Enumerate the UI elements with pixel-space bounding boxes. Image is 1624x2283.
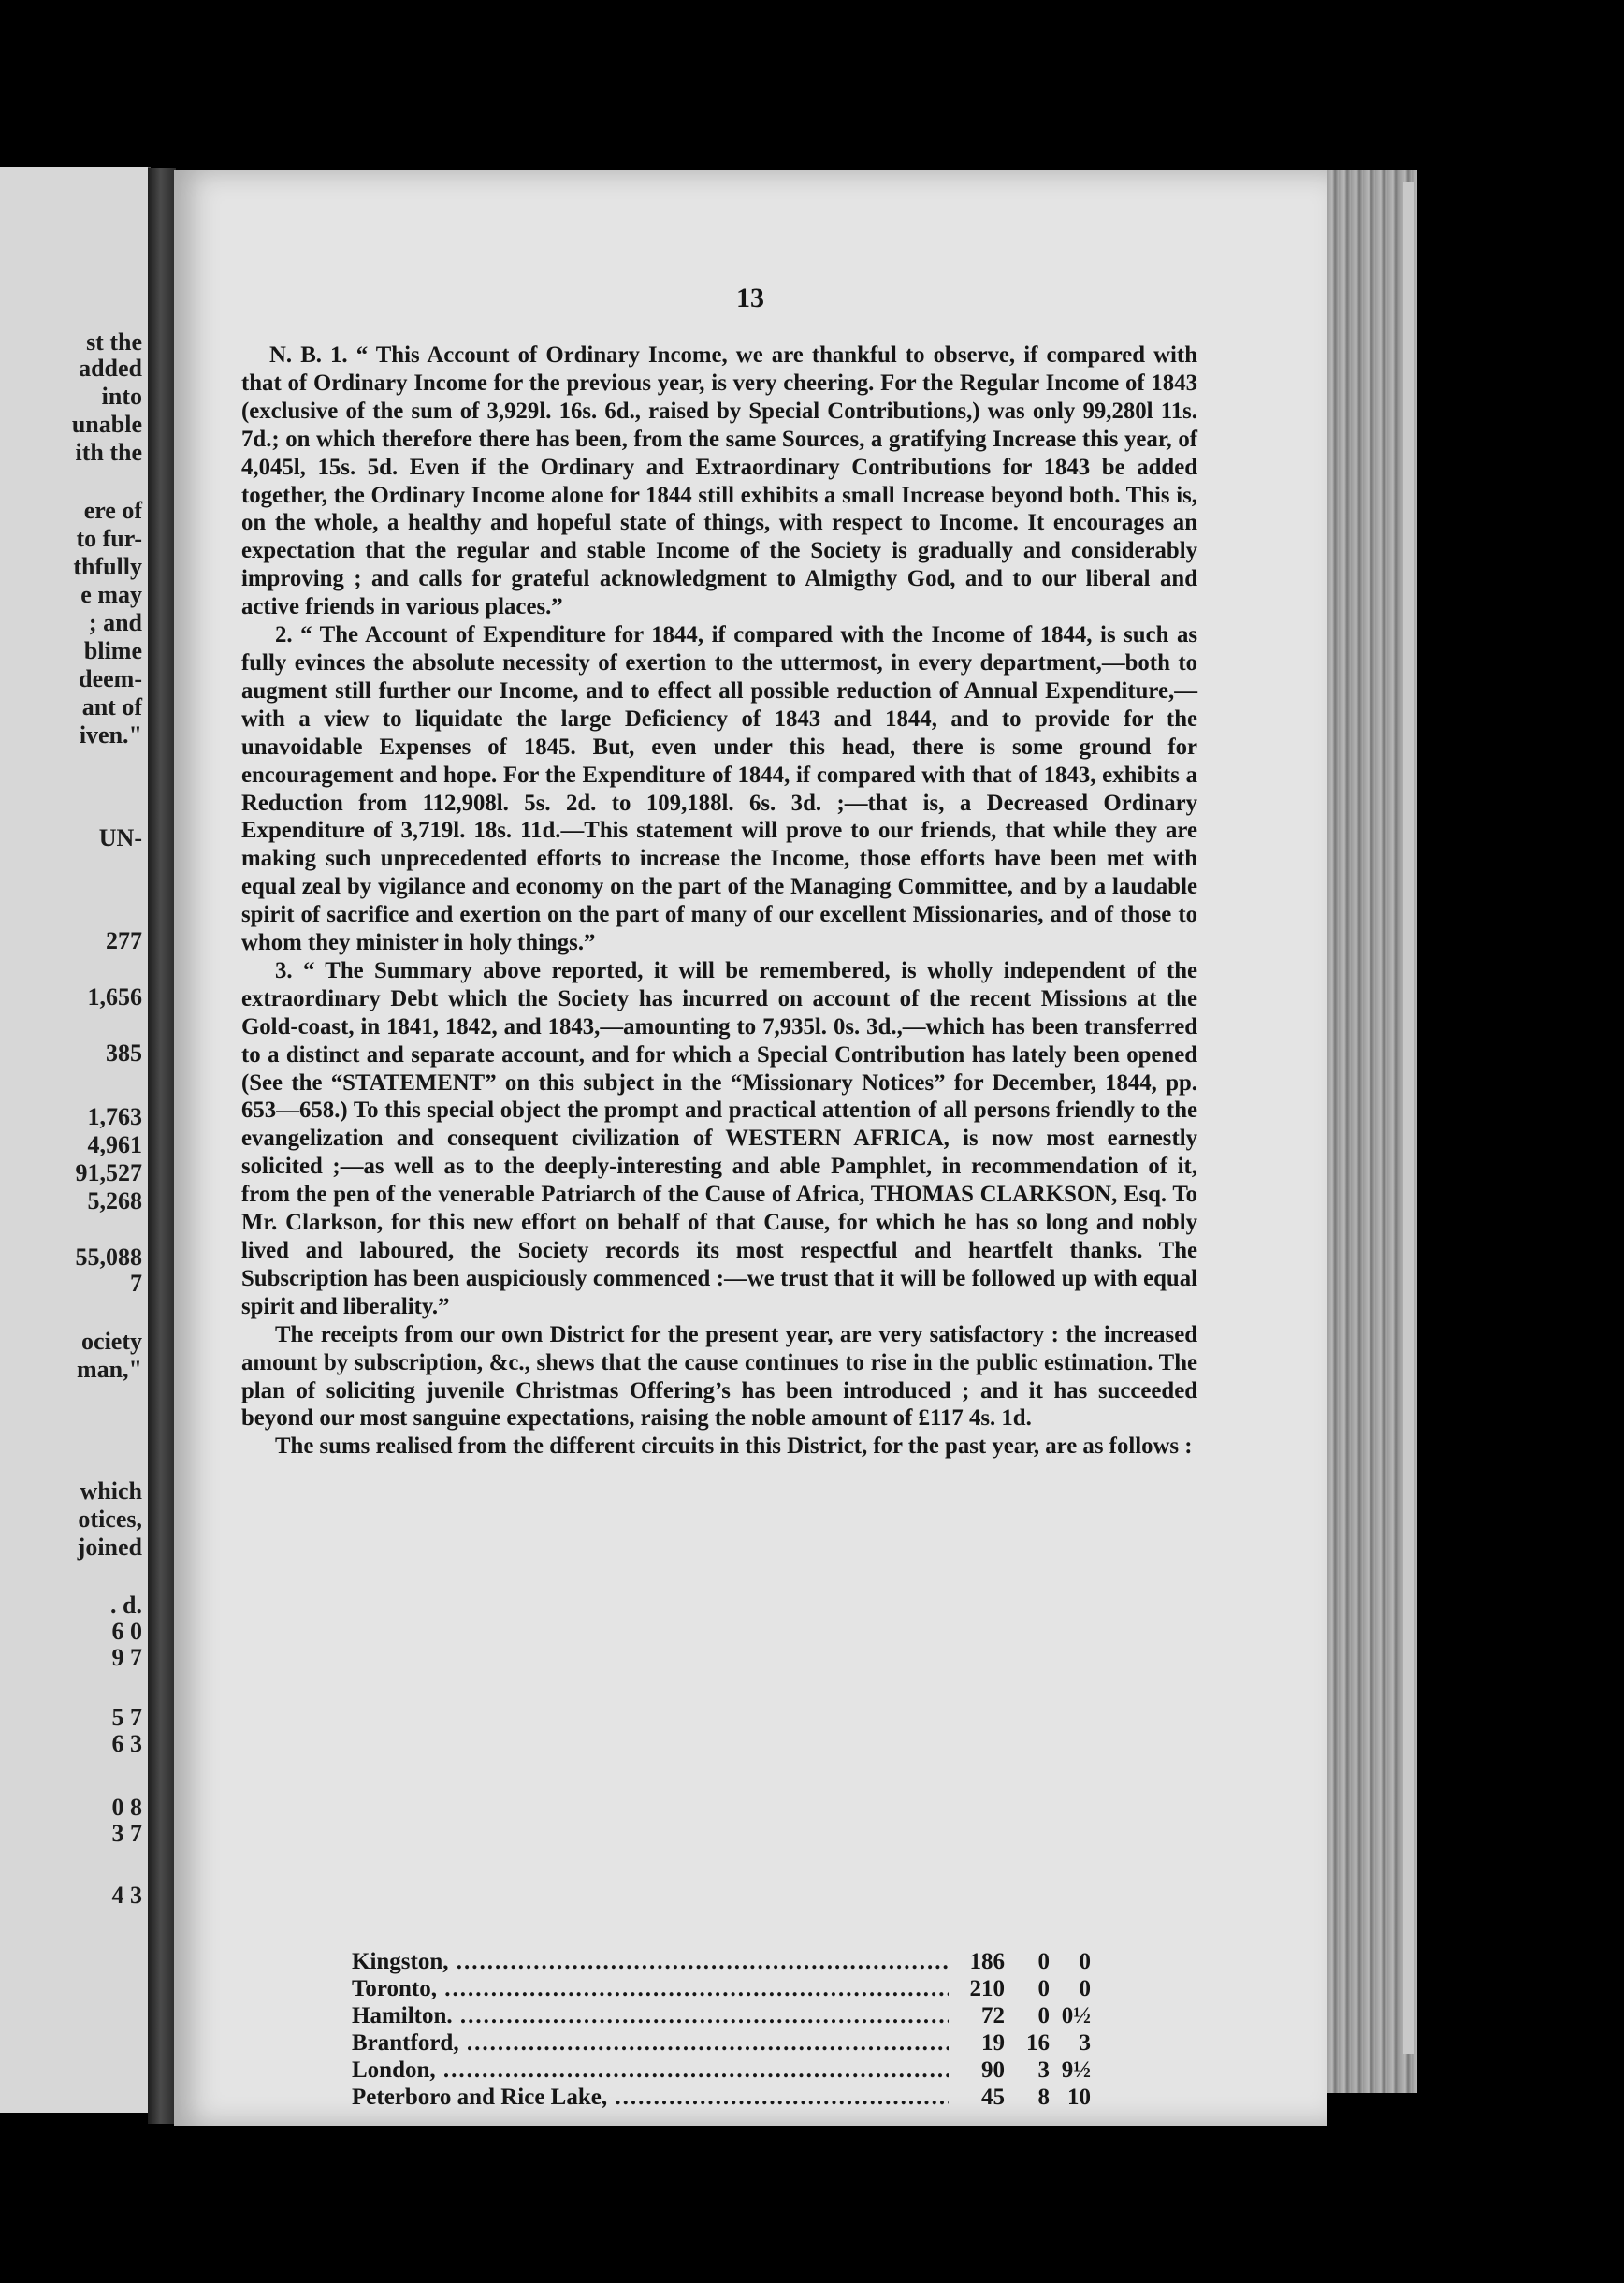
left-page-text-fragment: ith the	[75, 439, 142, 466]
circuit-pence: 0	[1079, 1949, 1091, 1974]
circuit-shillings: 0	[1037, 2003, 1050, 2029]
circuit-pounds: 19	[981, 2030, 1005, 2056]
left-page-text-fragment: iven."	[79, 721, 142, 749]
left-page-text-fragment: blime	[83, 637, 142, 664]
left-page-text-fragment: 277	[106, 927, 142, 954]
paragraph-circuit-sums: The sums realised from the different circuits in this District, for the past year, are as follows :	[275, 1433, 1193, 1460]
left-page-text-fragment: 55,088	[75, 1243, 142, 1271]
left-page-text-fragment: which	[80, 1477, 142, 1505]
circuit-row	[352, 2084, 1091, 2111]
circuit-name: Kingston, .....	[352, 1948, 949, 1975]
left-page-text-fragment: ant of	[81, 693, 142, 720]
left-page-text-fragment: 5,268	[87, 1187, 142, 1214]
book-page	[174, 170, 1327, 2126]
circuit-shillings: 8	[1037, 2085, 1050, 2110]
body-text	[241, 342, 1197, 1461]
left-page-text-fragment: ; and	[88, 609, 142, 636]
left-page-text-fragment: 6 3	[111, 1730, 142, 1757]
circuit-pence: 10	[1067, 2085, 1091, 2110]
left-page-text-fragment: to fur-	[76, 525, 142, 552]
circuit-row	[352, 2002, 1091, 2029]
left-page-fragment	[0, 167, 151, 2113]
circuit-name: Hamilton. .....	[352, 2002, 949, 2029]
circuit-sums-table	[352, 1948, 1091, 2111]
paragraph-district-receipts: The receipts from our own District for the present year, are very satisfactory : the increased amount by subscription, &c., shews that the cause continues to rise in the public estimation. The plan of soliciting juvenile Christmas Offering’s has been introduced ; and it has succeeded beyond our most sanguine expectations, raising the noble amount of £117 4s. 1d.	[241, 1321, 1197, 1432]
left-page-text-fragment: 1,763	[87, 1103, 142, 1130]
left-page-text-fragment: 9 7	[111, 1644, 142, 1671]
book-gutter	[148, 168, 176, 2124]
left-page-text-fragment: 6 0	[111, 1618, 142, 1645]
circuit-shillings: 16	[1026, 2030, 1050, 2056]
left-page-text-fragment: 91,527	[75, 1159, 142, 1186]
left-page-text-fragment: man,"	[76, 1356, 142, 1383]
circuit-row	[352, 2029, 1091, 2057]
circuit-pence: 3	[1079, 2030, 1091, 2056]
left-page-text-fragment: 385	[106, 1040, 142, 1067]
circuit-pence: 9½	[1061, 2058, 1091, 2083]
circuit-row	[352, 1948, 1091, 1975]
circuit-pence: 0	[1079, 1976, 1091, 2001]
left-page-text-fragment: joined	[77, 1534, 142, 1561]
page-edges-outer	[1403, 182, 1414, 2054]
circuit-pounds: 45	[981, 2085, 1005, 2110]
circuit-shillings: 0	[1037, 1949, 1050, 1974]
left-page-text-fragment: e may	[80, 581, 142, 608]
left-page-text-fragment: st the	[86, 328, 142, 356]
circuit-name: London, .....	[352, 2057, 949, 2084]
left-page-text-fragment: otices,	[78, 1505, 142, 1533]
left-page-text-fragment: deem-	[79, 665, 142, 692]
paragraph-nb-2: 2. “ The Account of Expenditure for 1844, if compared with the Income of 1844, is such as fully evinces the absolute necessity of exertion to the uttermost, in every department,—both to augment still further our Income, and to effect all possible reduction of Annual Expenditure,—with a view to liquidate the large Deficiency of 1843 and 1844, and to provide for the unavoidable Expenses of 1845. But, even under this head, there is some ground for encouragement and hope. For the Expenditure of 1844, if compared with that of 1843, exhibits a Reduction from 112,908l. 5s. 2d. to 109,188l. 6s. 3d. ;—that is, a Decreased Ordinary Expenditure of 3,719l. 18s. 11d.—This statement will prove to our friends, that while they are making such unprecedented efforts to increase the Income, those efforts have been met with equal zeal by vigilance and economy on the part of the Managing Committee, and by a laudable spirit of sacrifice and exertion on the part of many of our excellent Missionaries, and of those to whom they minister in holy things.”	[241, 622, 1197, 956]
circuit-name: Peterboro and Rice Lake, .....	[352, 2084, 949, 2111]
left-page-text-fragment: 4 3	[111, 1882, 142, 1909]
left-page-text-fragment: thfully	[73, 553, 142, 580]
left-page-text-fragment: unable	[71, 411, 142, 438]
left-page-text-fragment: into	[101, 383, 142, 410]
left-page-text-fragment: 0 8	[111, 1794, 142, 1821]
paragraph-nb-1: N. B. 1. “ This Account of Ordinary Income, we are thankful to observe, if compared with that of Ordinary Income for the previous year, is very cheering. For the Regular Income of 1843 (exclusive of the sum of 3,929l. 16s. 6d., raised by Special Contributions,) was only 99,280l 11s. 7d.; on which therefore there has been, from the same Sources, a gratifying Increase this year, of 4,045l, 15s. 5d. Even if the Ordinary and Extraordinary Contributions for 1843 be added together, the Ordinary Income alone for 1844 still exhibits a small Increase beyond both. This is, on the whole, a healthy and hopeful state of things, with respect to Income. It encourages an expectation that the regular and stable Income of the Society is gradually and considerably improving ; and calls for grateful acknowledgment to Almigthy God, and to our liberal and active friends in various places.”	[241, 342, 1197, 620]
left-page-text-fragment: UN-	[98, 824, 142, 851]
left-page-text-fragment: 5 7	[111, 1704, 142, 1731]
left-page-text-fragment: ociety	[81, 1328, 142, 1355]
page-edges	[1314, 170, 1417, 2093]
circuit-pounds: 210	[969, 1976, 1005, 2001]
circuit-row	[352, 1975, 1091, 2002]
left-page-text-fragment: 7	[130, 1270, 142, 1297]
circuit-name: Toronto, .....	[352, 1975, 949, 2002]
paragraph-nb-3: 3. “ The Summary above reported, it will be remembered, is wholly independent of the extraordinary Debt which the Society has incurred on account of the recent Missions at the Gold-coast, in 1841, 1842, and 1843,—amounting to 7,935l. 0s. 3d.,—which has been transferred to a distinct and separate account, and for which a Special Contribution has lately been opened (See the “STATEMENT” on this subject in the “Missionary Notices” for December, 1844, pp. 653—658.) To this special object the prompt and practical attention of all persons friendly to the evangelization and consequent civilization of WESTERN AFRICA, is now most earnestly solicited ;—as well as to the deeply-interesting and able Pamphlet, in recommendation of it, from the pen of the venerable Patriarch of the Cause of Africa, THOMAS CLARKSON, Esq. To Mr. Clarkson, for this new effort on behalf of that Cause, for which he has so long and nobly lived and laboured, the Society records its most respectful and heartfelt thanks. The Subscription has been auspiciously commenced :—we trust that it will be followed up with equal spirit and liberality.”	[241, 957, 1197, 1319]
circuit-pounds: 90	[981, 2058, 1005, 2083]
left-page-text-fragment: 4,961	[87, 1131, 142, 1158]
left-page-text-fragment: . d.	[110, 1592, 142, 1619]
circuit-name: Brantford, .....	[352, 2029, 949, 2057]
page-number: 13	[736, 283, 764, 313]
left-page-text-fragment: 1,656	[87, 983, 142, 1011]
circuit-row	[352, 2057, 1091, 2084]
left-page-text-fragment: 3 7	[111, 1820, 142, 1847]
circuit-pence: 0½	[1061, 2003, 1091, 2029]
circuit-shillings: 0	[1037, 1976, 1050, 2001]
left-page-text-fragment: ere of	[83, 497, 142, 524]
circuit-pounds: 186	[969, 1949, 1005, 1974]
circuit-pounds: 72	[981, 2003, 1005, 2029]
circuit-shillings: 3	[1037, 2058, 1050, 2083]
left-page-text-fragment: added	[79, 355, 142, 382]
